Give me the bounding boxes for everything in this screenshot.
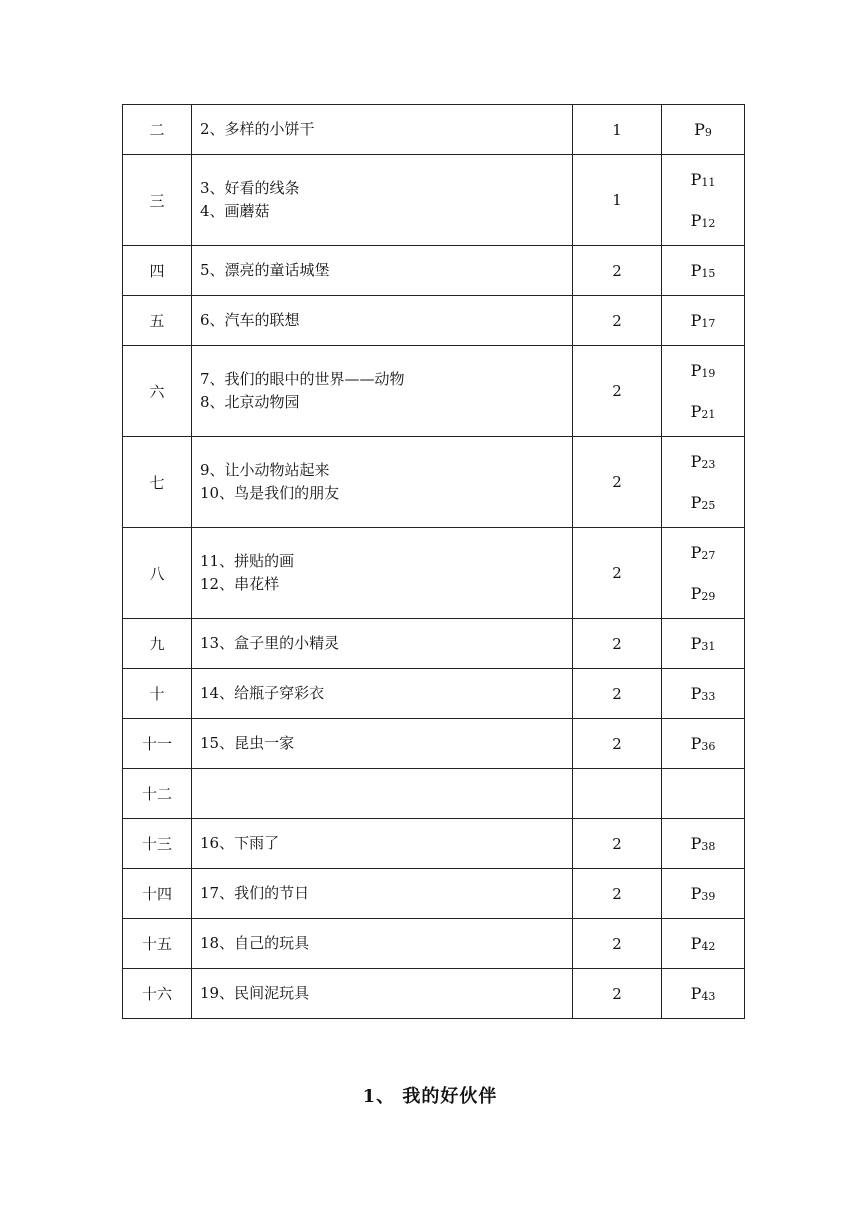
lesson-cell — [192, 719, 573, 769]
page-cell — [662, 869, 745, 919]
page-cell — [662, 819, 745, 869]
week-cell: 九 — [123, 619, 192, 669]
week-cell: 十二 — [123, 769, 192, 819]
page-cell — [662, 669, 745, 719]
hours-cell: 2 — [573, 437, 662, 528]
page-prefix: P — [690, 493, 702, 512]
lesson-title: 8、北京动物园 — [200, 393, 300, 411]
table-row — [123, 819, 745, 869]
page-reference — [662, 634, 744, 653]
lesson-cell — [192, 819, 573, 869]
page-number: 15 — [701, 267, 716, 280]
page-number: 12 — [701, 217, 716, 230]
lesson-title: 3、好看的线条 — [200, 179, 300, 197]
page-number: 19 — [701, 367, 716, 380]
page-cell — [662, 969, 745, 1019]
table-row — [123, 769, 745, 819]
page-cell — [662, 528, 745, 619]
page-number: 36 — [701, 740, 716, 753]
page-number: 9 — [704, 126, 712, 139]
page-reference — [662, 211, 744, 230]
page-cell — [662, 437, 745, 528]
week-cell: 十一 — [123, 719, 192, 769]
page-prefix: P — [690, 402, 702, 421]
hours-cell: 1 — [573, 155, 662, 246]
page-prefix: P — [690, 884, 702, 903]
table-row — [123, 719, 745, 769]
page-number: 39 — [701, 890, 716, 903]
table-row — [123, 296, 745, 346]
page-cell — [662, 155, 745, 246]
hours-cell: 2 — [573, 528, 662, 619]
lesson-cell — [192, 296, 573, 346]
page-prefix: P — [690, 684, 702, 703]
lesson-cell — [192, 969, 573, 1019]
page-reference — [662, 884, 744, 903]
page-cell — [662, 619, 745, 669]
table-row — [123, 437, 745, 528]
table-row — [123, 969, 745, 1019]
page-reference — [662, 584, 744, 603]
week-cell: 七 — [123, 437, 192, 528]
lesson-title: 18、自己的玩具 — [200, 934, 310, 952]
lesson-schedule-table — [122, 104, 745, 1019]
lesson-cell — [192, 346, 573, 437]
page-reference — [662, 311, 744, 330]
page-prefix: P — [690, 634, 702, 653]
page-prefix: P — [690, 984, 702, 1003]
page-prefix: P — [690, 734, 702, 753]
hours-cell: 2 — [573, 296, 662, 346]
schedule-body — [123, 105, 745, 1019]
page-reference — [662, 493, 744, 512]
lesson-cell — [192, 528, 573, 619]
lesson-title: 9、让小动物站起来 — [200, 461, 330, 479]
page-reference — [662, 734, 744, 753]
week-cell: 十 — [123, 669, 192, 719]
week-cell: 六 — [123, 346, 192, 437]
table-row — [123, 246, 745, 296]
page-prefix: P — [690, 361, 702, 380]
lesson-title: 13、盒子里的小精灵 — [200, 634, 340, 652]
page-reference — [662, 834, 744, 853]
week-cell: 四 — [123, 246, 192, 296]
page-reference — [662, 452, 744, 471]
hours-cell: 2 — [573, 619, 662, 669]
lesson-cell — [192, 155, 573, 246]
lesson-cell — [192, 919, 573, 969]
page-number: 11 — [701, 176, 716, 189]
page-reference — [662, 170, 744, 189]
lesson-title: 16、下雨了 — [200, 834, 280, 852]
lesson-title: 11、拼贴的画 — [200, 552, 295, 570]
page-number: 27 — [701, 549, 716, 562]
page-number: 33 — [701, 690, 716, 703]
page-reference — [662, 984, 744, 1003]
lesson-cell — [192, 769, 573, 819]
lesson-title: 19、民间泥玩具 — [200, 984, 310, 1002]
week-cell: 五 — [123, 296, 192, 346]
page-cell — [662, 919, 745, 969]
lesson-cell — [192, 669, 573, 719]
hours-cell: 2 — [573, 869, 662, 919]
week-cell: 十四 — [123, 869, 192, 919]
page-reference — [662, 543, 744, 562]
page-prefix: P — [690, 934, 702, 953]
week-cell: 十三 — [123, 819, 192, 869]
lesson-title: 12、串花样 — [200, 575, 280, 593]
week-cell: 二 — [123, 105, 192, 155]
week-cell: 三 — [123, 155, 192, 246]
lesson-cell — [192, 437, 573, 528]
table-row — [123, 619, 745, 669]
page-reference — [662, 361, 744, 380]
page-reference — [662, 684, 744, 703]
page-cell — [662, 346, 745, 437]
hours-cell: 2 — [573, 669, 662, 719]
lesson-title: 14、给瓶子穿彩衣 — [200, 684, 325, 702]
page-prefix: P — [690, 834, 702, 853]
hours-cell: 2 — [573, 246, 662, 296]
page-prefix: P — [690, 170, 702, 189]
page-number: 21 — [701, 408, 716, 421]
page-number: 29 — [701, 590, 716, 603]
table-row — [123, 155, 745, 246]
table-row — [123, 528, 745, 619]
page-prefix: P — [694, 120, 705, 139]
page-number: 42 — [701, 940, 716, 953]
lesson-title: 6、汽车的联想 — [200, 311, 300, 329]
hours-cell: 2 — [573, 919, 662, 969]
week-cell: 十五 — [123, 919, 192, 969]
table-row — [123, 869, 745, 919]
lesson-cell — [192, 105, 573, 155]
lesson-title: 10、鸟是我们的朋友 — [200, 484, 340, 502]
page-cell — [662, 719, 745, 769]
hours-cell: 2 — [573, 346, 662, 437]
page-number: 43 — [701, 990, 716, 1003]
lesson-title: 2、多样的小饼干 — [200, 120, 315, 138]
table-row — [123, 919, 745, 969]
table-row — [123, 669, 745, 719]
page-reference — [662, 402, 744, 421]
hours-cell: 2 — [573, 969, 662, 1019]
page-cell — [662, 246, 745, 296]
page-prefix: P — [690, 543, 702, 562]
table-row — [123, 105, 745, 155]
week-cell: 八 — [123, 528, 192, 619]
hours-cell: 2 — [573, 819, 662, 869]
page-prefix: P — [690, 261, 702, 280]
lesson-cell — [192, 619, 573, 669]
page-reference — [662, 934, 744, 953]
page-reference — [662, 120, 744, 139]
lesson-title: 7、我们的眼中的世界——动物 — [200, 370, 405, 388]
hours-cell: 2 — [573, 719, 662, 769]
page-number: 25 — [701, 499, 716, 512]
page-number: 17 — [701, 317, 716, 330]
lesson-title: 5、漂亮的童话城堡 — [200, 261, 330, 279]
table-row — [123, 346, 745, 437]
page-prefix: P — [690, 211, 702, 230]
lesson-title: 4、画蘑菇 — [200, 202, 270, 220]
page-cell — [662, 296, 745, 346]
lesson-title: 17、我们的节日 — [200, 884, 310, 902]
hours-cell: 1 — [573, 105, 662, 155]
page-reference — [662, 261, 744, 280]
lesson-cell — [192, 246, 573, 296]
page-number: 23 — [701, 458, 716, 471]
page-number: 31 — [701, 640, 716, 653]
lesson-cell — [192, 869, 573, 919]
page-cell — [662, 105, 745, 155]
page-cell — [662, 769, 745, 819]
section-title: 1、 我的好伙伴 — [362, 1086, 498, 1107]
page-prefix: P — [690, 311, 702, 330]
page-number: 38 — [701, 840, 716, 853]
page-prefix: P — [690, 584, 702, 603]
page-prefix: P — [690, 452, 702, 471]
hours-cell — [573, 769, 662, 819]
week-cell: 十六 — [123, 969, 192, 1019]
lesson-title: 15、昆虫一家 — [200, 734, 295, 752]
